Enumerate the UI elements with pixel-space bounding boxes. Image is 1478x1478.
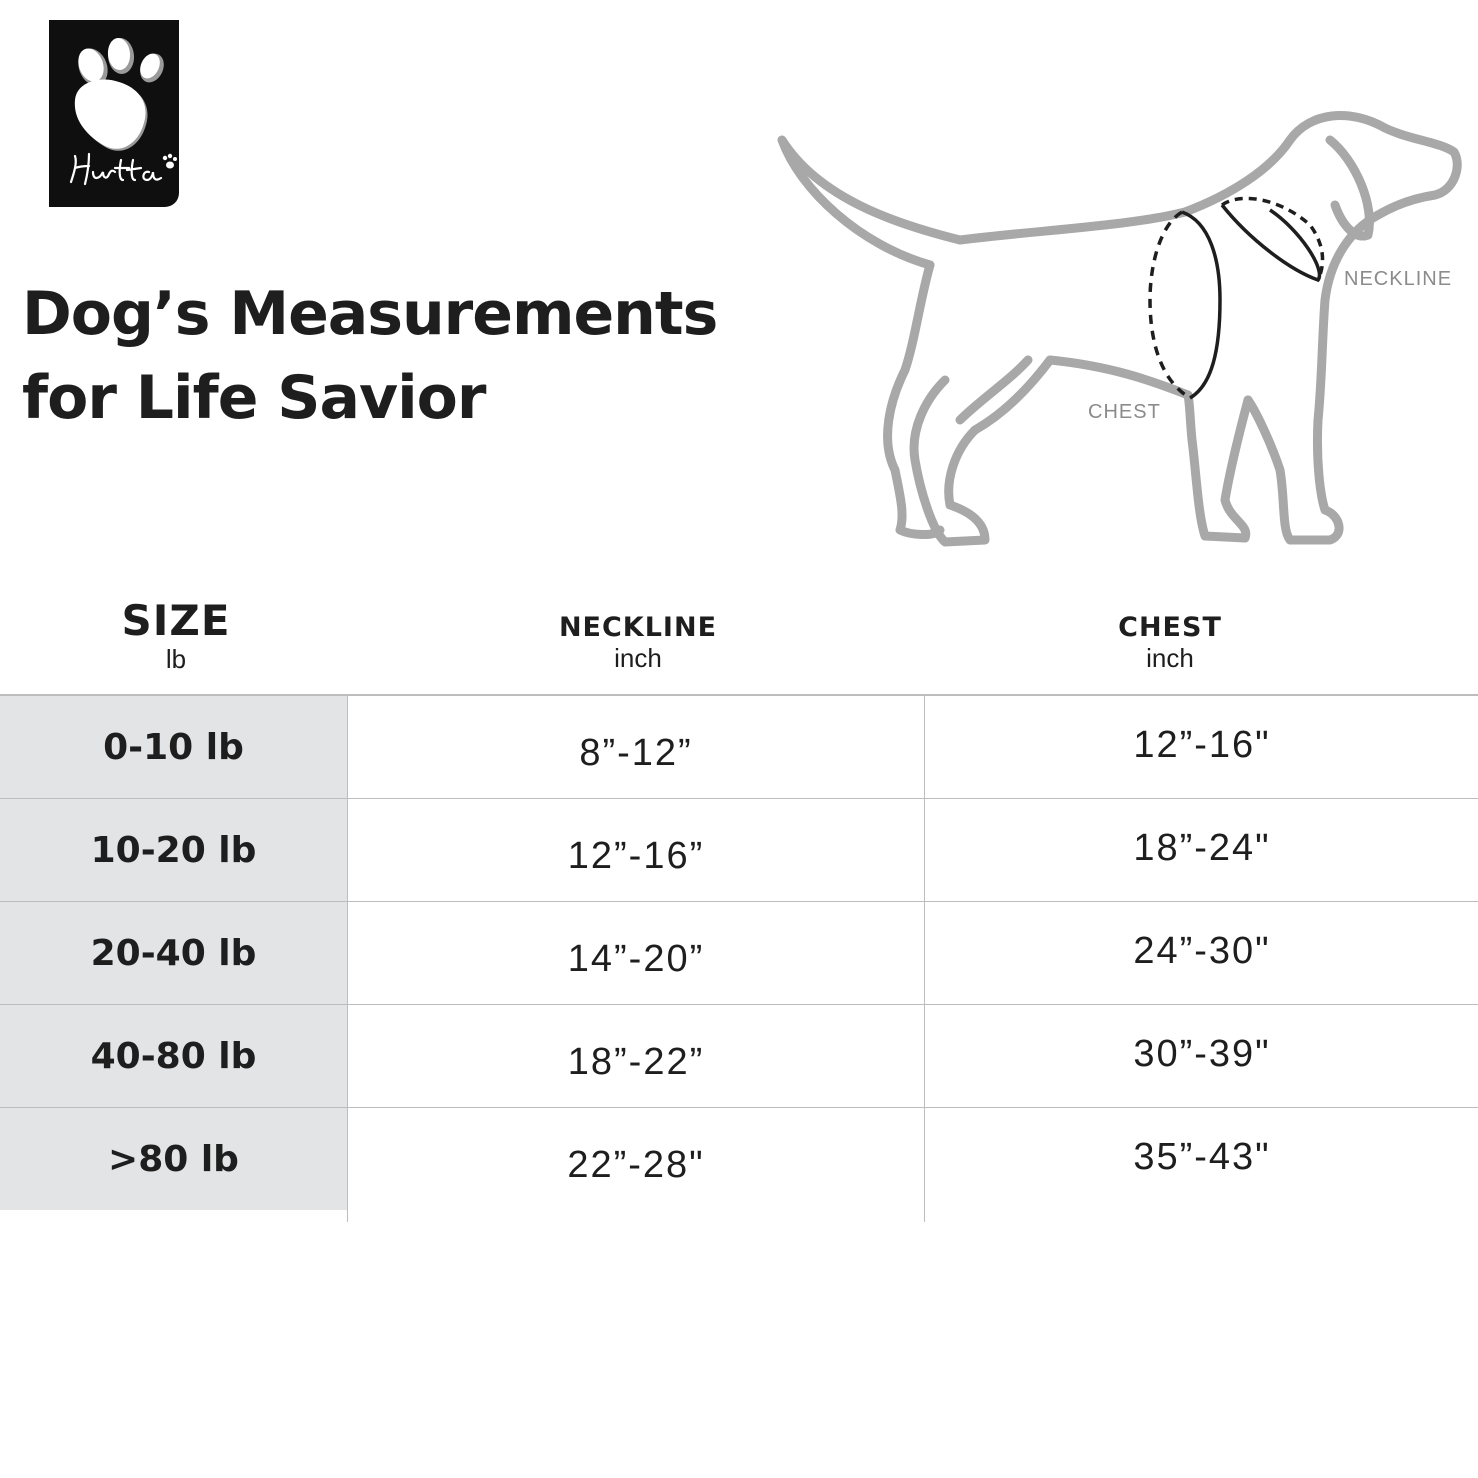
neckline-cell: 12”-16”	[567, 834, 705, 877]
size-cell: >80 lb	[0, 1108, 347, 1210]
hurtta-logo	[49, 20, 179, 207]
table-row	[0, 902, 1478, 1005]
neckline-cell: 18”-22”	[567, 1040, 705, 1083]
page-title	[22, 272, 717, 440]
chest-column-header	[1020, 612, 1320, 672]
size-cell: 40-80 lb	[0, 1005, 347, 1107]
chest-cell: 24”-30"	[1133, 929, 1271, 972]
neckline-label: NECKLINE	[1344, 268, 1453, 290]
title-line-2: for Life Savior	[22, 363, 486, 433]
table-body	[0, 696, 1478, 1211]
chest-measure	[1150, 212, 1220, 398]
neckline-measure	[1222, 198, 1323, 280]
size-cell: 10-20 lb	[0, 799, 347, 901]
neckline-cell: 8”-12”	[579, 731, 693, 774]
chest-cell: 18”-24"	[1133, 826, 1271, 869]
neckline-cell: 22”-28"	[567, 1143, 705, 1186]
size-cell: 0-10 lb	[0, 696, 347, 798]
size-header-label: SIZE	[121, 596, 231, 645]
size-column-header	[76, 597, 276, 673]
paw-logo-icon	[49, 20, 179, 207]
chest-header-unit: inch	[1146, 643, 1194, 673]
neckline-header-label: NECKLINE	[558, 612, 718, 643]
chest-cell: 30”-39"	[1133, 1032, 1271, 1075]
dog-outline	[782, 116, 1457, 543]
chest-header-label: CHEST	[1118, 612, 1222, 643]
neckline-column-header	[488, 612, 788, 672]
table-row	[0, 799, 1478, 902]
dog-measurement-diagram	[770, 95, 1470, 555]
title-line-1: Dog’s Measurements	[22, 279, 718, 349]
table-row	[0, 1108, 1478, 1211]
chest-cell: 35”-43"	[1133, 1135, 1271, 1178]
size-header-unit: lb	[165, 644, 187, 674]
column-divider	[924, 696, 925, 1222]
chest-cell: 12”-16"	[1133, 723, 1271, 766]
neckline-header-unit: inch	[614, 643, 662, 673]
column-divider	[347, 696, 348, 1222]
chest-label: CHEST	[1088, 401, 1161, 423]
size-cell: 20-40 lb	[0, 902, 347, 1004]
table-row	[0, 696, 1478, 799]
table-row	[0, 1005, 1478, 1108]
neckline-cell: 14”-20”	[567, 937, 705, 980]
